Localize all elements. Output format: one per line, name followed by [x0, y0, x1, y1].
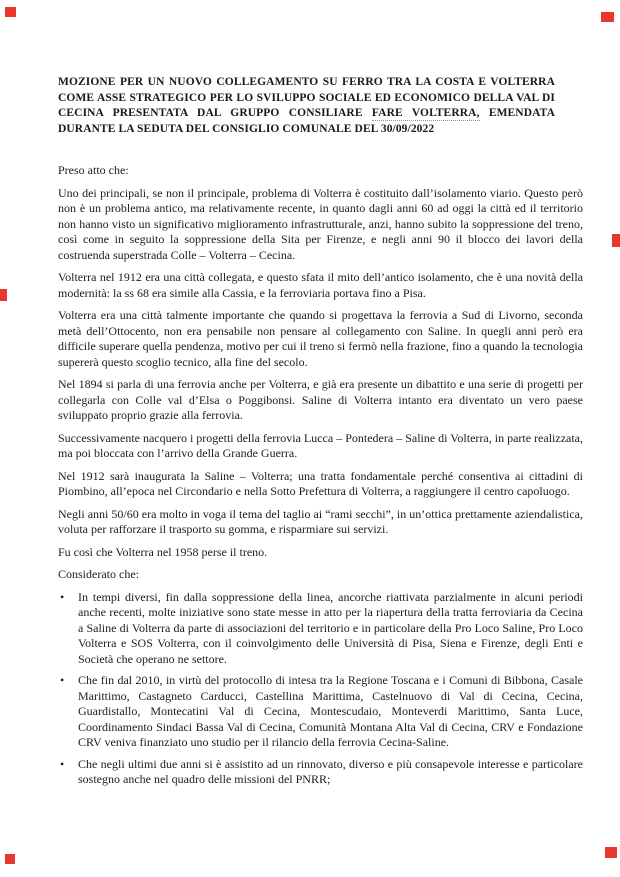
document-title [58, 75, 555, 137]
title-line-3-pre: CECINA PRESENTATA DAL GRUPPO CONSILIARE [58, 107, 372, 119]
red-marker-bottom-right [605, 847, 617, 858]
paragraph-ferrovia-lucca-pontedera: Successivamente nacquero i progetti della ferrovia Lucca – Pontedera – Saline di Volterra, in parte realizzata, ma poi bloccata con l’arrivo della Grande Guerra. [58, 430, 584, 460]
title-line-2: COME ASSE STRATEGICO PER LO SVILUPPO SOCIALE ED ECONOMICO DELLA VAL DI [58, 91, 555, 104]
list-item-protocollo-2010: • Che fin dal 2010, in virtù del protocollo di intesa tra la Regione Toscana e i Comuni di Bibbona, Casale Marittimo, Castagneto Carducci, Castellina Marittima, Castelnuovo di Val di Cecina, Cecina, Guardistallo, Montecatini Val di Cecina, Montescudaio, Monteverdi Marittimo, Santa Luce, Coordinamento Sindaci Bassa Val di Cecina, Comunità Montana Alta Val di Cecina, CRV e Fondazione CRV veniva finanziato uno studio per il rilancio della ferrovia Cecina-Saline. [58, 673, 583, 751]
title-line-3 [58, 106, 555, 122]
document-content [58, 75, 583, 794]
red-marker-top-right [601, 12, 614, 22]
list-item-riapertura-tratta: • In tempi diversi, fin dalla soppressione della linea, ancorche riattivata parzialmente in alcuni periodi anche recenti, molte iniziative sono state messe in atto per la riapertura della tratta ferroviaria da Cecina a Saline di Volterra da parte di associazioni del territorio e in particolare della Pro Loco Saline, Pro Loco Volterra e SOS Volterra, con il coinvolgimento delle Università di Pisa, Siena e Firenze, degli Enti e Società che operano ne settore. [58, 590, 583, 668]
title-line-3-post: EMENDATA [479, 107, 555, 119]
title-line-1: MOZIONE PER UN NUOVO COLLEGAMENTO SU FERRO TRA LA COSTA E VOLTERRA [58, 76, 555, 88]
paragraph-isolamento-viario: Uno dei principali, se non il principale, problema di Volterra è costituito dall’isolamento viario. Questo però non è un problema antico, ma relativamente recente, in quanto dagli anni 60 ad oggi la città ed il territorio non hanno visto un significativo miglioramento infrastrutturale, anzi, hanno subito la soppressione del treno, così come in seguito la soppressione della Sita per Firenze, e negli anni 90 il blocco dei lavori della costruenda superstrada Colle – Volterra – Cecina. [58, 185, 583, 262]
red-marker-right-edge [612, 234, 620, 247]
red-marker-bottom-left [5, 854, 15, 864]
list-item-pnrr: • Che negli ultimi due anni si è assistito ad un rinnovato, diverso e più consapevole interesse e particolare sostegno anche nel quadro delle missioni del PNRR; [58, 757, 583, 788]
paragraph-rami-secchi: Negli anni 50/60 era molto in voga il tema del taglio ai “rami secchi”, in un’ottica prettamente aziendalistica, voluta per rafforzare il trasporto su gomma, e risparmiare sui servizi. [58, 506, 583, 536]
red-marker-left-edge [0, 289, 7, 301]
considerations-list [58, 590, 583, 788]
paragraph-volterra-1912-collegata: Volterra nel 1912 era una città collegata, e questo sfata il mito dell’antico isolamento, che è una novità della modernità: la ss 68 era simile alla Cassia, e la ferroviaria portava fino a Pisa. [58, 270, 583, 300]
title-line-3-underlined: FARE VOLTERRA, [371, 107, 480, 119]
red-marker-top-left [5, 7, 16, 17]
section-heading-considerato: Considerato che: [58, 567, 139, 581]
section-heading-preso-atto: Preso atto che: [58, 163, 129, 177]
paragraph-ferrovia-sud-livorno: Volterra era una città talmente importante che quando si progettava la ferrovia a Sud di Livorno, seconda metà dell’Ottocento, non era pensabile non pensare al collegamento con Saline. In quegli anni però era difficile superare quella pendenza, motivo per cui il treno si fermò nella frazione, fino a quando la tecnologia supererà questo scoglio tecnico, alla fine del secolo. [58, 308, 583, 369]
paragraph-nel-1912-saline-volterra: Nel 1912 sarà inaugurata la Saline – Volterra; una tratta fondamentale perché consentiva ai cittadini di Piombino, all’epoca nel Circondario e nella Sotto Prefettura di Volterra, a raggiungere il centro capoluogo. [58, 468, 583, 498]
title-line-4: DURANTE LA SEDUTA DEL CONSIGLIO COMUNALE DEL 30/09/2022 [58, 122, 435, 135]
paragraph-1958-perse-il-treno: Fu così che Volterra nel 1958 perse il treno. [58, 544, 268, 559]
paragraph-nel-1894: Nel 1894 si parla di una ferrovia anche per Volterra, e già era presente un dibattito e una serie di progetti per collegarla con Colle val d’Elsa o Poggibonsi. Saline di Volterra intanto era diventato un vero paese sviluppato proprio grazie alla ferrovia. [58, 377, 583, 422]
